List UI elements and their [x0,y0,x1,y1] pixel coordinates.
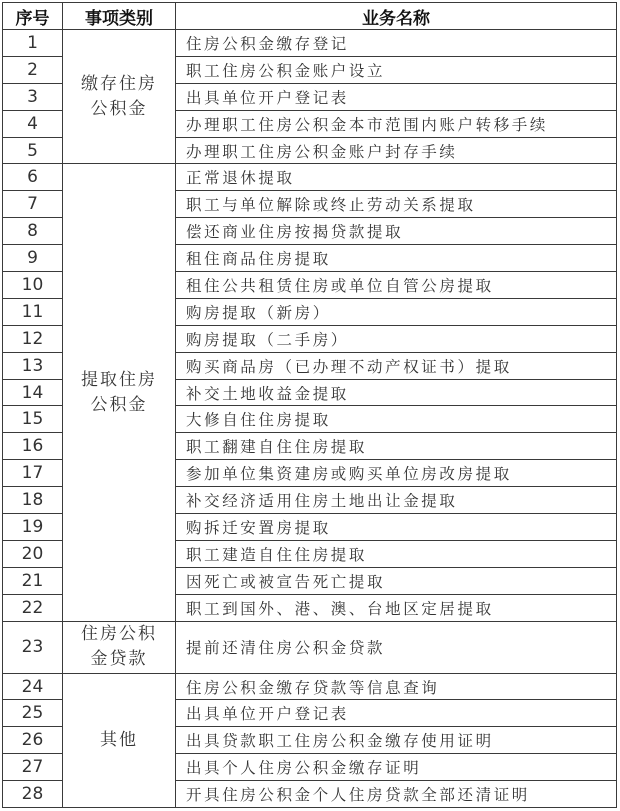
row-number: 28 [3,781,63,808]
row-number: 14 [3,379,63,406]
row-number: 20 [3,540,63,567]
header-category: 事项类别 [63,3,176,30]
service-name: 办理职工住房公积金账户封存手续 [176,137,617,164]
row-number: 13 [3,352,63,379]
category-label-line: 其他 [100,729,138,750]
category-label-line: 缴存住房 [81,73,157,94]
service-name: 补交经济适用住房土地出让金提取 [176,487,617,514]
row-number: 10 [3,272,63,299]
service-name: 参加单位集资建房或购买单位房改房提取 [176,460,617,487]
row-number: 8 [3,218,63,245]
service-table [2,2,617,808]
service-name: 出具贷款职工住房公积金缴存使用证明 [176,727,617,754]
service-name: 正常退休提取 [176,164,617,191]
service-name: 大修自住住房提取 [176,406,617,433]
service-name: 出具个人住房公积金缴存证明 [176,754,617,781]
service-name: 办理职工住房公积金本市范围内账户转移手续 [176,110,617,137]
row-number: 17 [3,460,63,487]
header-name: 业务名称 [176,3,617,30]
service-name: 开具住房公积金个人住房贷款全部还清证明 [176,781,617,808]
row-number: 3 [3,83,63,110]
row-number: 24 [3,673,63,700]
service-name: 出具单位开户登记表 [176,83,617,110]
service-name: 购买商品房（已办理不动产权证书）提取 [176,352,617,379]
row-number: 5 [3,137,63,164]
service-name: 购拆迁安置房提取 [176,514,617,541]
row-number: 6 [3,164,63,191]
service-name: 租住商品住房提取 [176,245,617,272]
service-name: 补交土地收益金提取 [176,379,617,406]
table-row [3,673,617,700]
service-name: 职工与单位解除或终止劳动关系提取 [176,191,617,218]
table-body [3,30,617,808]
category-label-line: 住房公积 [81,624,157,645]
row-number: 7 [3,191,63,218]
service-name: 提前还清住房公积金贷款 [176,621,617,673]
row-number: 15 [3,406,63,433]
table-row [3,30,617,57]
row-number: 16 [3,433,63,460]
service-name: 偿还商业住房按揭贷款提取 [176,218,617,245]
category-label-line: 金贷款 [90,649,148,670]
row-number: 4 [3,110,63,137]
row-number: 19 [3,514,63,541]
table-header-row [3,3,617,30]
row-number: 18 [3,487,63,514]
service-name: 购房提取（二手房） [176,325,617,352]
row-number: 27 [3,754,63,781]
category-cell [63,673,176,807]
service-name: 因死亡或被宣告死亡提取 [176,567,617,594]
service-name: 购房提取（新房） [176,298,617,325]
category-cell [63,621,176,673]
category-cell [63,164,176,621]
service-name: 出具单位开户登记表 [176,700,617,727]
category-label-line: 公积金 [90,98,148,119]
service-name: 职工建造自住住房提取 [176,540,617,567]
service-name: 住房公积金缴存登记 [176,30,617,57]
row-number: 23 [3,621,63,673]
row-number: 26 [3,727,63,754]
row-number: 12 [3,325,63,352]
row-number: 1 [3,30,63,57]
row-number: 9 [3,245,63,272]
header-no: 序号 [3,3,63,30]
service-name: 职工到国外、港、澳、台地区定居提取 [176,594,617,621]
service-name: 职工住房公积金账户设立 [176,56,617,83]
row-number: 11 [3,298,63,325]
row-number: 2 [3,56,63,83]
category-label-line: 提取住房 [81,369,157,390]
row-number: 22 [3,594,63,621]
service-name: 住房公积金缴存贷款等信息查询 [176,673,617,700]
service-name: 职工翻建自住住房提取 [176,433,617,460]
category-cell [63,30,176,164]
table-row [3,621,617,673]
table-row [3,164,617,191]
service-name: 租住公共租赁住房或单位自管公房提取 [176,272,617,299]
category-label-line: 公积金 [90,394,148,415]
row-number: 25 [3,700,63,727]
row-number: 21 [3,567,63,594]
